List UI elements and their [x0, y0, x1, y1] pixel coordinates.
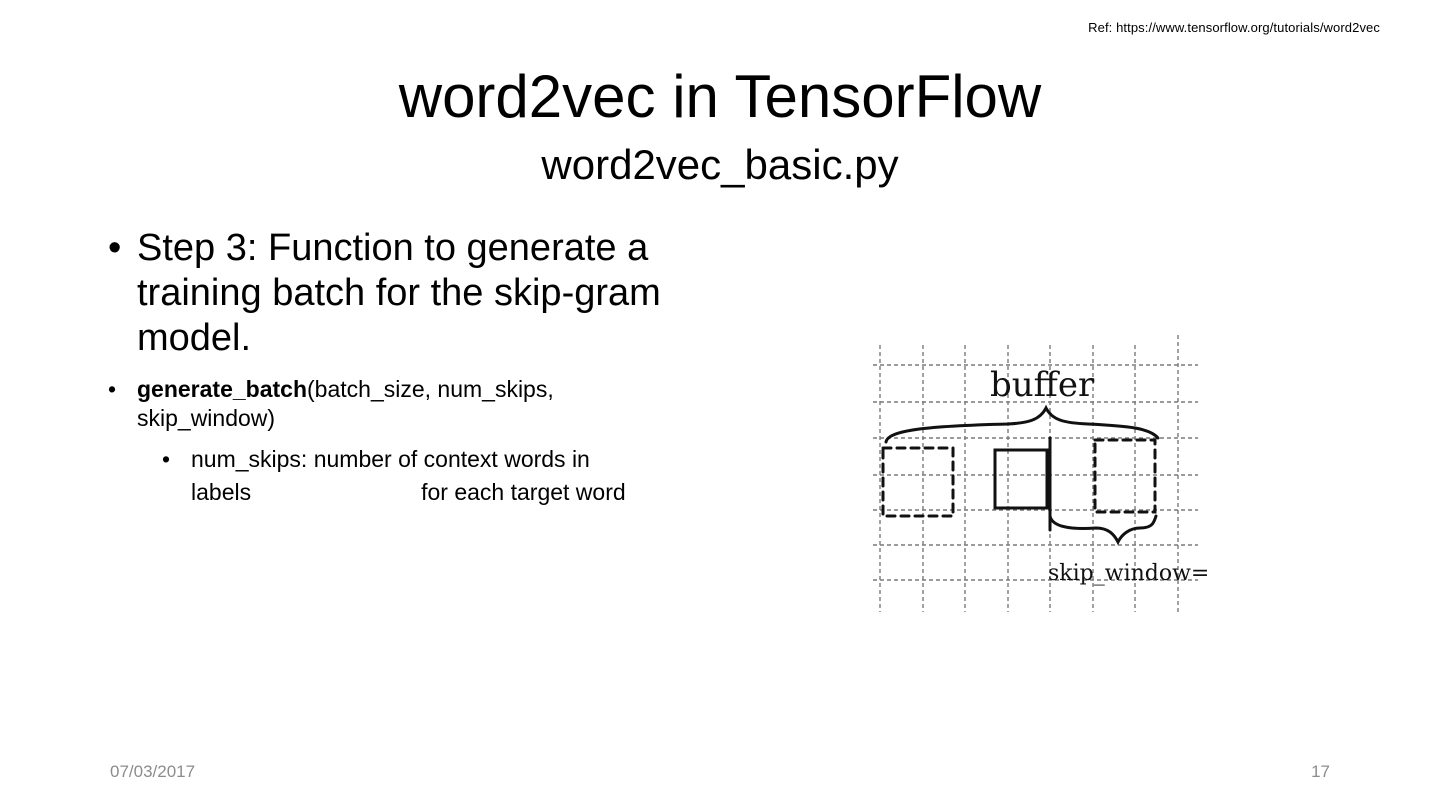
buffer-sketch	[868, 330, 1208, 615]
sub-bullet-num-skips	[162, 443, 691, 509]
bullet-step3	[108, 226, 727, 361]
page-number: 17	[1311, 762, 1330, 781]
handdrawn-buffer-figure	[868, 330, 1208, 615]
function-name: generate_batch	[137, 376, 308, 402]
function-args: (batch_size, num_skips, skip_window)	[137, 376, 554, 431]
footer-date: 07/03/2017	[110, 762, 196, 781]
bullet-list	[108, 226, 748, 509]
reference-url: Ref: https://www.tensorflow.org/tutorials/word2vec	[1088, 20, 1380, 35]
buffer-label: buffer	[990, 365, 1095, 405]
bullet-generate-batch	[108, 375, 667, 433]
skip-window-label: skip_window=2	[1048, 561, 1208, 586]
slide-title: word2vec in TensorFlow	[398, 63, 1042, 130]
sub-bullet-target: for each target word	[421, 479, 626, 505]
slide-subtitle: word2vec_basic.py	[541, 141, 899, 188]
bullet-step3-text: Step 3: Function to generate a training batch for the skip-gram model.	[137, 227, 661, 359]
sub-bullet-labels: labels	[191, 479, 252, 505]
sub-bullet-line1: num_skips: number of context words in	[191, 446, 590, 472]
